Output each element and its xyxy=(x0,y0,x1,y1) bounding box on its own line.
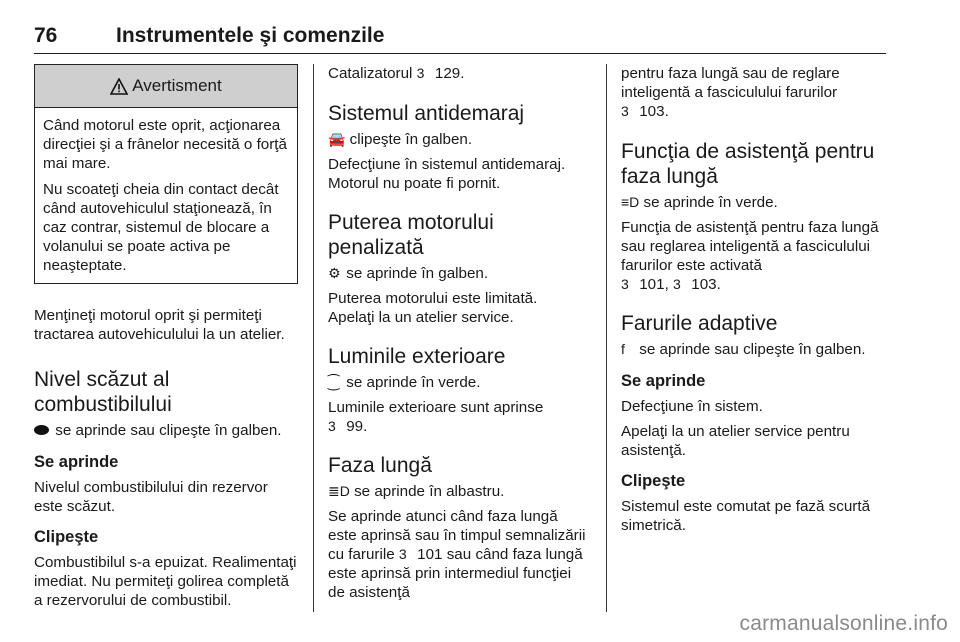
assist-heading: Funcţia de asistenţă pentru faza lungă xyxy=(621,140,875,188)
highbeam-text-b: când faza lungă este aprinsă prin intermediul funcţiei de asistenţă xyxy=(328,546,583,601)
highbeam-continued xyxy=(621,64,889,121)
highbeam-text-a: Se aprinde atunci când faza lungă este aprinsă sau în timpul semnalizării cu farurile xyxy=(328,508,586,563)
assist-desc-text: se aprinde în verde. xyxy=(643,194,778,211)
page-title: Instrumentele şi comenzile xyxy=(116,24,385,47)
catalyst-page: 129. xyxy=(434,65,465,82)
page-header xyxy=(34,24,886,54)
exterior-light-icon: ⁐ xyxy=(328,374,340,390)
column-3 xyxy=(621,64,889,535)
exterior-text xyxy=(328,398,586,436)
fuel-indicator-icon xyxy=(34,425,49,435)
warning-title: Avertisment xyxy=(132,76,222,95)
assist-text-body: Funcţia de asistenţă pentru faza lungă sau reglarea inteligentă a fasciculului farurilor este activată xyxy=(621,219,879,274)
watermark: carmanualsonline.info xyxy=(739,612,948,635)
exterior-heading: Luminile exterioare xyxy=(328,345,506,368)
page-ref-arrow-icon: 3 xyxy=(621,103,629,119)
catalyst-ref xyxy=(328,64,586,83)
immobiliser-desc-text: clipeşte în galben. xyxy=(349,131,473,148)
page-ref-arrow-icon: 3 xyxy=(416,65,425,81)
fuel-sub-flash: Clipeşte xyxy=(34,528,99,546)
adaptive-desc-text: se aprinde sau clipeşte în galben. xyxy=(639,341,866,358)
page-ref-arrow-icon: 3 xyxy=(673,276,681,292)
highbeam-desc xyxy=(328,482,586,501)
adaptive-text-on-a: Defecţiune în sistem. xyxy=(621,398,763,415)
warning-body xyxy=(35,108,297,283)
warning-box xyxy=(34,64,298,284)
highbeam-heading: Faza lungă xyxy=(328,454,432,477)
highbeam-text xyxy=(328,507,586,602)
assist-page-2: 103. xyxy=(691,276,721,293)
page-ref-arrow-icon: 3 xyxy=(621,276,629,292)
exterior-page: 99. xyxy=(346,418,368,435)
assist-desc xyxy=(621,193,889,212)
page-ref-arrow-icon: 3 xyxy=(328,418,336,434)
continued-text: pentru faza lungă sau de reglare inteligentă a fasciculului farurilor xyxy=(621,65,840,101)
high-beam-assist-icon: ≡D xyxy=(621,194,640,210)
adaptive-heading: Farurile adaptive xyxy=(621,312,778,335)
power-heading: Puterea motorului penalizată xyxy=(328,211,494,259)
fuel-text-flash: Combustibilul s-a epuizat. Realimentaţi imediat. Nu permiteţi golirea completă a rezervorului de combustibil. xyxy=(34,554,297,609)
assist-page-1: 101, xyxy=(639,276,669,293)
high-beam-icon: ≣D xyxy=(328,483,350,499)
page-number: 76 xyxy=(34,24,58,47)
warning-triangle-icon xyxy=(110,78,128,95)
power-desc xyxy=(328,264,586,283)
fuel-desc-text: se aprinde sau clipeşte în galben. xyxy=(55,422,282,439)
fuel-heading: Nivel scăzut al combustibilului xyxy=(34,368,172,416)
power-text: Puterea motorului este limitată. Apelaţi la un atelier service. xyxy=(328,290,538,326)
fuel-desc xyxy=(34,421,300,440)
exterior-desc xyxy=(328,373,586,392)
immobiliser-text: Defecţiune în sistemul antidemaraj. Motorul nu poate fi pornit. xyxy=(328,156,566,192)
exterior-desc-text: se aprinde în verde. xyxy=(346,374,481,391)
adaptive-sub-on: Se aprinde xyxy=(621,372,706,390)
warning-text: Nu scoateţi cheia din contact decât când autovehiculul staţionează, în caz contrar, sistemul de blocare a volanului se poate activa pe neaşteptate. xyxy=(43,181,279,274)
adaptive-text-on-b: Apelaţi la un atelier service pentru asistenţă. xyxy=(621,423,850,459)
warning-header xyxy=(35,65,297,108)
continued-page: 103. xyxy=(639,103,669,120)
adaptive-light-icon: f xyxy=(621,341,625,357)
adaptive-text-flash: Sistemul este comutat pe fază scurtă simetrică. xyxy=(621,498,871,534)
catalyst-text: Catalizatorul xyxy=(328,65,413,82)
immobiliser-heading: Sistemul antidemaraj xyxy=(328,102,525,125)
highbeam-desc-text: se aprinde în albastru. xyxy=(354,483,505,500)
immobiliser-icon: 🚘 xyxy=(328,131,346,147)
power-desc-text: se aprinde în galben. xyxy=(346,265,489,282)
tow-text: Menţineţi motorul oprit şi permiteţi tractarea autovehiculului la un atelier. xyxy=(34,307,285,343)
adaptive-sub-flash: Clipeşte xyxy=(621,472,686,490)
adaptive-desc xyxy=(621,340,889,359)
warning-text: Când motorul este oprit, acţionarea direcţiei şi a frânelor necesită o forţă mai mare. xyxy=(43,117,287,172)
fuel-sub-on: Se aprinde xyxy=(34,453,119,471)
assist-text xyxy=(621,218,889,294)
column-2 xyxy=(328,64,586,602)
column-1 xyxy=(34,64,300,610)
immobiliser-desc xyxy=(328,130,586,149)
column-divider xyxy=(313,64,314,612)
engine-power-icon: ⚙ xyxy=(328,265,341,281)
page-ref-arrow-icon: 3 xyxy=(398,546,407,562)
fuel-text-on: Nivelul combustibilului din rezervor este scăzut. xyxy=(34,479,268,515)
column-divider xyxy=(606,64,607,612)
exterior-text-body: Luminile exterioare sunt aprinse xyxy=(328,399,544,416)
highbeam-page: 101 sau xyxy=(417,546,472,563)
